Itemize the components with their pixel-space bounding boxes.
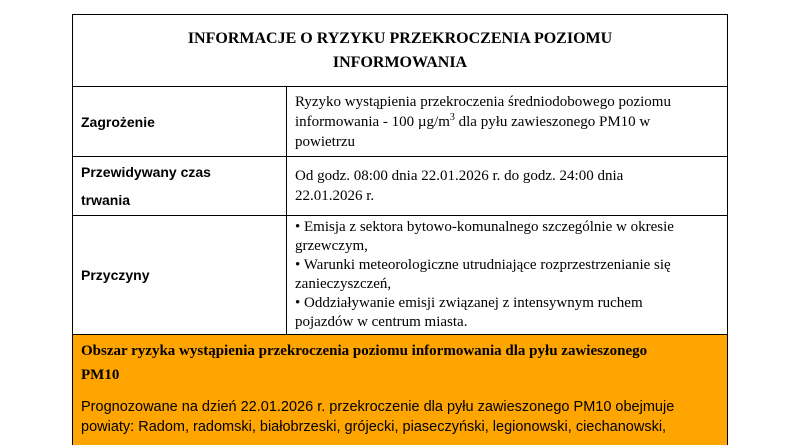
czas-line-2: 22.01.2026 r.: [295, 188, 375, 204]
obszar-text-line-2: powiaty: Radom, radomski, białobrzeski, grójecki, piaseczyński, legionowski, ciechanowski,: [81, 419, 667, 435]
label-przewidywany-czas: [73, 157, 287, 215]
unit-superscript: 3: [449, 111, 455, 123]
obszar-heading-line-2: PM10: [81, 367, 120, 383]
czas-label-line-2: trwania: [81, 192, 131, 208]
obszar-ryzyka-section: [73, 335, 727, 445]
przyczyny-line-1: • Emisja z sektora bytowo-komunalnego szczególnie w okresie: [295, 219, 674, 235]
przyczyny-line-5: • Oddziaływanie emisji związanej z intensywnym ruchem: [295, 295, 643, 311]
value-przyczyny: [287, 216, 727, 334]
row-przyczyny: [73, 216, 727, 335]
przyczyny-line-6: pojazdów w centrum miasta.: [295, 314, 468, 330]
czas-label-line-1: Przewidywany czas: [81, 164, 211, 180]
przyczyny-line-2: grzewczym,: [295, 238, 368, 254]
obszar-text-line-1: Prognozowane na dzień 22.01.2026 r. przekroczenie dla pyłu zawieszonego PM10 obejmuje: [81, 399, 675, 415]
title-line-1: INFORMACJE O RYZYKU PRZEKROCZENIA POZIOMU: [187, 29, 613, 47]
table-title: [73, 15, 727, 87]
value-przewidywany-czas: [287, 157, 727, 215]
obszar-heading: [81, 339, 719, 387]
czas-line-1: Od godz. 08:00 dnia 22.01.2026 r. do godz. 24:00 dnia: [295, 168, 624, 184]
label-przyczyny: Przyczyny: [73, 216, 287, 334]
zagrozenie-line-2-post: dla pyłu zawieszonego PM10 w: [454, 113, 651, 130]
row-przewidywany-czas: [73, 157, 727, 216]
obszar-text: [81, 397, 719, 437]
row-zagrozenie: [73, 87, 727, 157]
zagrozenie-line-1: Ryzyko wystąpienia przekroczenia średniodobowego poziomu: [295, 93, 671, 110]
zagrozenie-line-3: powietrzu: [295, 133, 355, 150]
label-zagrozenie: Zagrożenie: [73, 87, 287, 156]
zagrozenie-line-2: [295, 112, 719, 132]
obszar-heading-line-1: Obszar ryzyka wystąpienia przekroczenia poziomu informowania dla pyłu zawieszonego: [81, 343, 648, 359]
title-line-2: INFORMOWANIA: [332, 53, 468, 71]
zagrozenie-line-2-pre: informowania - 100 µg/m: [295, 113, 450, 130]
przyczyny-line-4: zanieczyszczeń,: [295, 276, 392, 292]
przyczyny-line-3: • Warunki meteorologiczne utrudniające rozprzestrzenianie się: [295, 257, 671, 273]
info-table: [72, 14, 728, 445]
value-zagrozenie: [287, 87, 727, 156]
